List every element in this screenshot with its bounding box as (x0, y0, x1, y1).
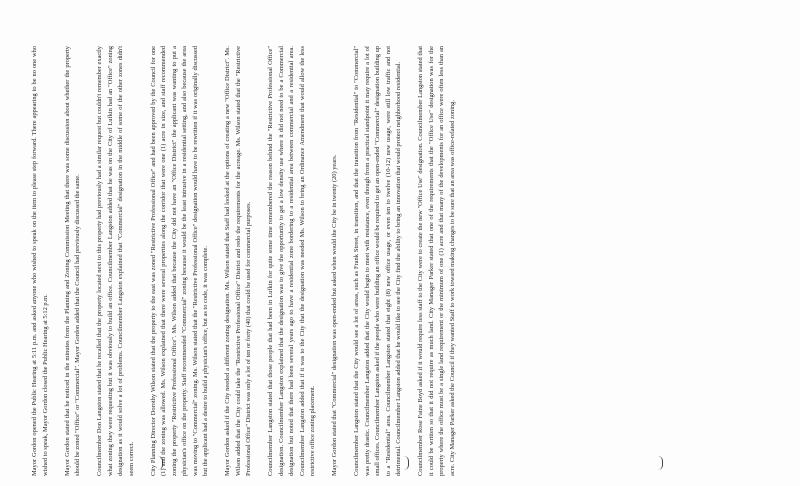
paragraph-mayor-question: Mayor Gordon asked if the City needed a different zoning designation. Ms. Wilson stated that Staff had looked at the options of creating a new "Office District". Ms. Wilson added that the City could take the "Restrictive Professional Office" District and redo the requirements for the acreage. Ms. Wilson stated that the "Restrictive Professional Office" District was only a lot of ten or forty (40) that could be used for commercial purposes. (224, 46, 252, 476)
paragraph-langston-transition: Councilmember Langston stated that the City would see a lot of areas, such as Frank Street, in transition, and that the transition from "Residential" to "Commercial" was pretty drastic. Councilmember Langston added that the City would begin to meet with resistance, even though from a practical standpoint it may require a lot of small offices. Councilmember Langston asked if the people who were building an office would be required to get an open-ended "Commercial" designation building up to a "Residential" area. Councilmember Langston stated that eight (8) new office usage, or even ten to twelve (10-12) new usage, were still low traffic and not detrimental. Councilmember Langston added that he would like to see the City find the ability to bring an innovation that would protect neighborhood residential. (353, 46, 402, 476)
paragraph-langston-recall: Councilmember Don Langston stated that he recalled that the property located next to this property had previously had a similar request but couldn't remember exactly what zoning they were requesting but it was obviously to build an office. Councilmember Langston added that he was on the City of Lufkin had an "Office" zoning designation as it would solve a lot of problems. Councilmember Langston explained that "Commercial" designation in the middle of some of the other zones didn't seem correct. (96, 46, 135, 476)
paragraph-zoning-discussion: Mayor Gordon stated that he noticed in the minutes from the Planning and Zoning Commission Meeting that there was some discussion about whether the property should be zoned "Office" or "Commercial". Mayor Gordon added that the Council had previously discussed the same. (63, 46, 81, 476)
paragraph-boyd-question: Councilmember Rose Faine Boyd asked if it would require less staff to the City were to create the new "Office Use" designation. Councilmember Langston stated that it could be written so that it did not require as much land. City Manager Parker stated that one of the requirements that the "Office Use" designation was for the property where the office must be a single land requirement or the minimum of one (1) acre and that many of the developments for an office were often less than an acre. City Manager Parker asked the Council if they wanted Staff to work toward making changes to be sure that an area was office-related zoning. (417, 46, 456, 476)
paragraph-mayor-open-ended: Mayor Gordon stated that "Commercial" designation was open-ended but asked when would the City be in twenty (20) years. (331, 154, 338, 476)
minutes-body (30, 46, 470, 476)
paragraph-public-hearing: Mayor Gordon opened the Public Hearing at 5:11 p.m. and asked anyone who wished to speak on the item to please step forward. There appearing to be no one who wished to speak, Mayor Gordon closed the Public Hearing at 5:12 p.m. (31, 46, 49, 476)
paragraph-planning-director: City Planning Director Dorothy Wilson stated that the property to the east was zoned "Restrictive Professional Office" and had been approved by the Council for one (1) and the zoning was allowed. Ms. Wilson explained that there were several properties along the corridor that were one (1) acre in size, and staff recommended zoning the property "Restrictive Professional Office". Ms. Wilson added that because the City did not have an "Office District" the applicant was wanting to put a physician's office on the property. Staff recommended "Commercial" zoning because it would be the least intrusive in a residential setting, and also because the area was moving to "Commercial" zoning. Ms. Wilson stated that the "Restrictive Professional Office" designation would have to be rewritten if it was originally discussed but the applicant had a desire to build a physician's office, but as to code, it was complete. (149, 46, 209, 476)
paragraph-langston-history: Councilmember Langston stated that those people that had been in Lufkin for quite some time remembered the reason behind the "Restrictive Professional Office" designation. Councilmember Langston explained that the designation was to give the opportunity to get a low density use where it did not need to be a Commercial designation but noted that there had been several years ago to have a residential zone bordering to a residential area between commercial and a residential area. Councilmember Langston added that if it was to the City that the designation was needed Ms. Wilson to bring an Ordinance Amendment that would allow the less restrictive office zoning placement. (267, 46, 316, 476)
